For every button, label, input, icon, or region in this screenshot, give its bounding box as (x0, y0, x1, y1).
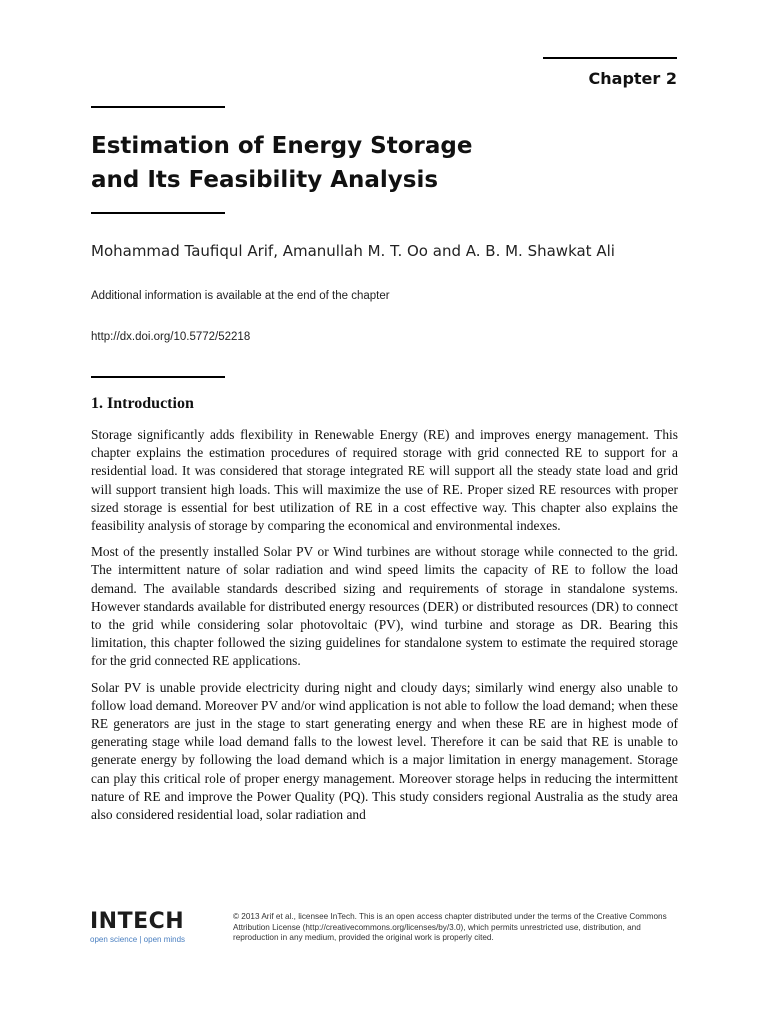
title-top-rule (91, 106, 225, 108)
chapter-label: Chapter 2 (588, 69, 677, 88)
title-line-1: Estimation of Energy Storage (91, 133, 473, 159)
intech-logo (90, 911, 185, 944)
paragraph-3: Solar PV is unable provide electricity during night and cloudy days; similarly wind energy also unable to follow load demand. Moreover PV and/or wind application is not able to follow the load demand; when these RE generators are just in the stage to start generating energy and when these RE are in highest mode of generating stage while load demand falls to the lowest level. Therefore it can be said that RE is unable to generate energy by following the load demand which is a major limitation in energy management. Storage can play this critical role of proper energy management. Moreover storage helps in reducing the intermittent nature of RE and improve the Power Quality (PQ). This study considers regional Australia as the study area also considered residential load, solar radiation and (91, 679, 678, 823)
section-rule (91, 376, 225, 378)
body-text (91, 426, 678, 832)
title-bottom-rule (91, 212, 225, 214)
author-list: Mohammad Taufiqul Arif, Amanullah M. T. Oo and A. B. M. Shawkat Ali (91, 242, 615, 260)
section-heading: 1. Introduction (91, 395, 194, 412)
logo-wordmark: INTECH (90, 909, 185, 934)
chapter-title (91, 129, 651, 197)
paragraph-1: Storage significantly adds flexibility in Renewable Energy (RE) and improves energy management. This chapter explains the estimation procedures of required storage with grid connected RE to support for a residential load. It was considered that storage integrated RE will support all the steady state load and grid will support transient high loads. This will maximize the use of RE. Proper sized RE resources with proper sized storage is essential for best utilization of RE in a cost effective way. This chapter also explains the feasibility analysis of storage by comparing the economical and environmental indexes. (91, 427, 678, 534)
paragraph-2: Most of the presently installed Solar PV or Wind turbines are without storage while connected to the grid. The intermittent nature of solar radiation and wind speed limits the capacity of RE to follow the load demand. The available standards described sizing and requirements of storage in standalone systems. However standards available for distributed energy resources (DER) or distributed resources (DR) to connect to the grid while considering solar photovoltaic (PV), wind turbine and storage as DR. Bearing this limitation, this chapter followed the sizing guidelines for standalone system to estimate the required storage for the grid connected RE applications. (91, 544, 678, 669)
doi-link[interactable]: http://dx.doi.org/10.5772/52218 (91, 331, 251, 343)
additional-info: Additional information is available at the end of the chapter (91, 290, 390, 302)
title-line-2: and Its Feasibility Analysis (91, 167, 439, 193)
logo-tagline: open science | open minds (90, 935, 186, 944)
license-notice: © 2013 Arif et al., licensee InTech. This is an open access chapter distributed under the terms of the Creative Commons Attribution License (http://creativecommons.org/licenses/by/3.0), which permits unrestricted use, distribution, and reproduction in any medium, provided the original work is properly cited. (233, 912, 667, 942)
chapter-rule (543, 57, 677, 59)
